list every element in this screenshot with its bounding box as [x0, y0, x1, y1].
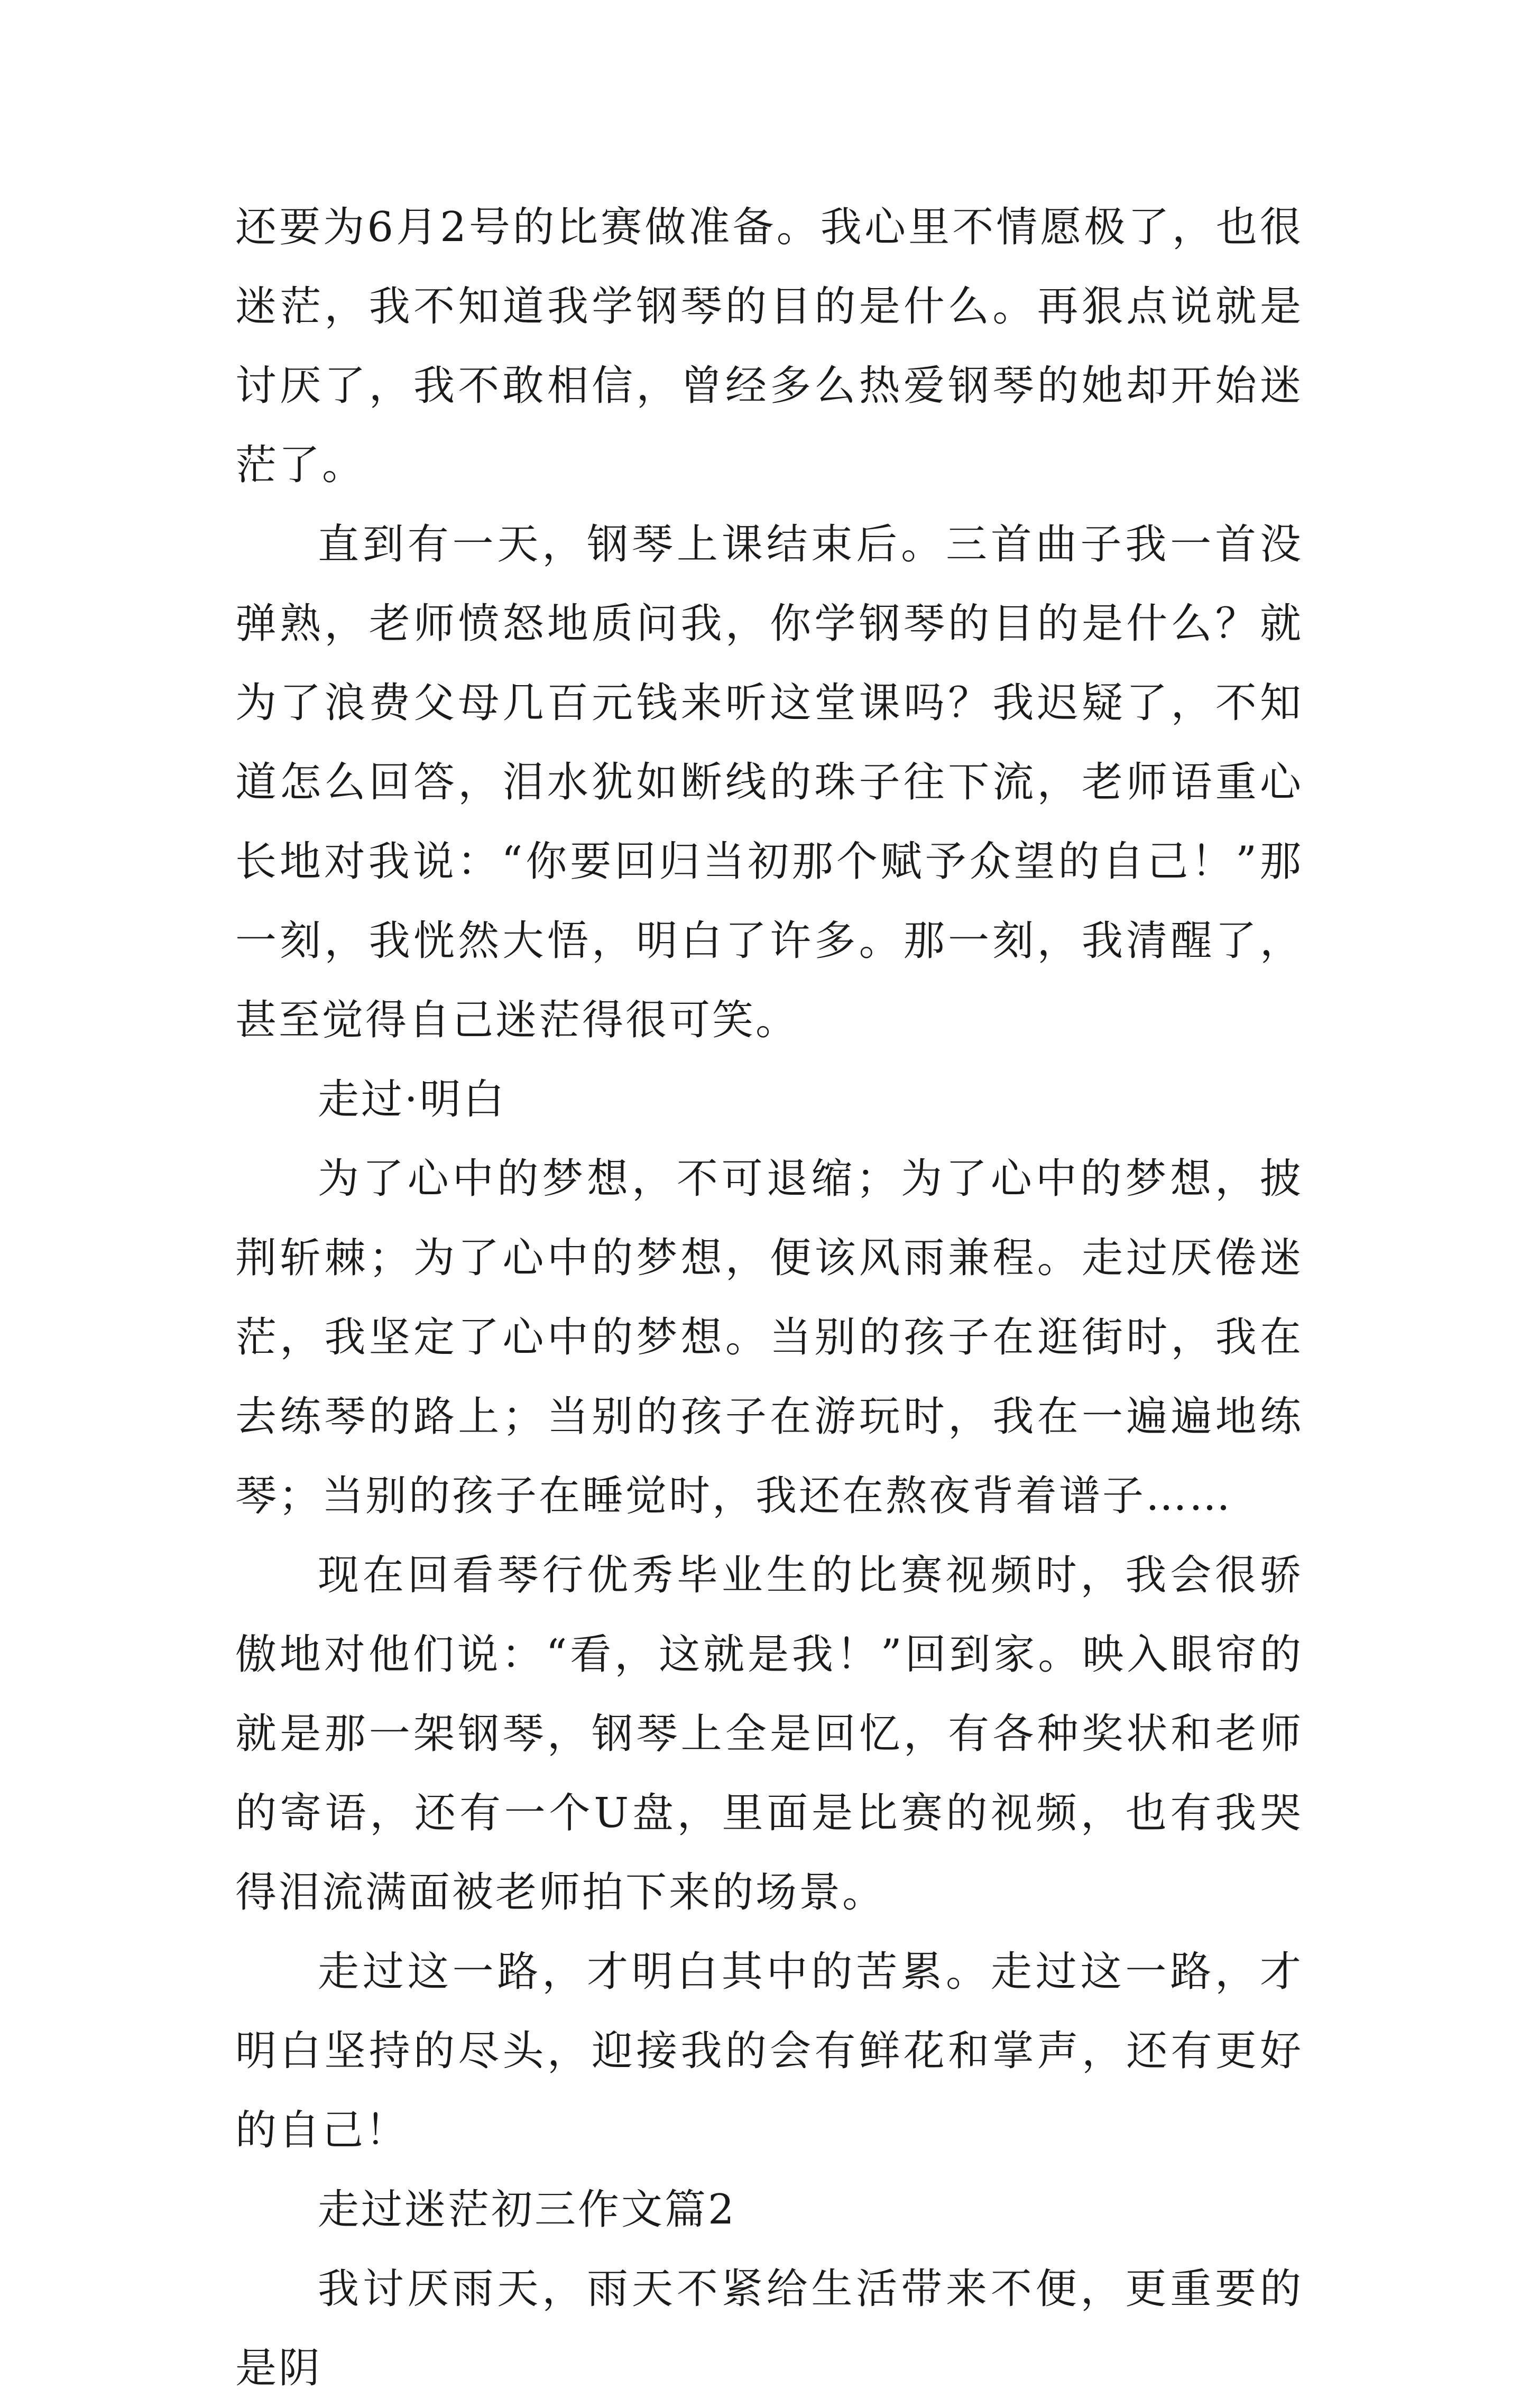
paragraph-2: 直到有一天，钢琴上课结束后。三首曲子我一首没弹熟，老师愤怒地质问我，你学钢琴的目的是什么？就为了浪费父母几百元钱来听这堂课吗？我迟疑了，不知道怎么回答，泪水犹如断线的珠子往下流，老师语重心长地对我说：“你要回归当初那个赋予众望的自己！”那一刻，我恍然大悟，明白了许多。那一刻，我清醒了，甚至觉得自己迷茫得很可笑。 [235, 521, 1303, 1044]
section-heading: 走过·明白 [318, 1076, 506, 1123]
paragraph-1: 还要为6月2号的比赛做准备。我心里不情愿极了，也很迷茫，我不知道我学钢琴的目的是什么。再狠点说就是讨厌了，我不敢相信，曾经多么热爱钢琴的她却开始迷茫了。 [235, 204, 1303, 489]
essay-title: 走过迷茫初三作文篇2 [318, 2186, 736, 2234]
paragraph-6: 我讨厌雨天，雨天不紧给生活带来不便，更重要的是阴 [235, 2265, 1303, 2392]
paragraph-4: 现在回看琴行优秀毕业生的比赛视频时，我会很骄傲地对他们说：“看，这就是我！”回到家。映入眼帘的就是那一架钢琴，钢琴上全是回忆，有各种奖状和老师的寄语，还有一个U盘，里面是比赛的视频，也有我哭得泪流满面被老师拍下来的场景。 [235, 1552, 1303, 1916]
paragraph-3: 为了心中的梦想，不可退缩；为了心中的梦想，披荆斩棘；为了心中的梦想，便该风雨兼程。走过厌倦迷茫，我坚定了心中的梦想。当别的孩子在逛街时，我在去练琴的路上；当别的孩子在游玩时，我在一遍遍地练琴；当别的孩子在睡觉时，我还在熬夜背着谱子…… [235, 1155, 1303, 1520]
document-body [235, 188, 1303, 2408]
paragraph-5: 走过这一路，才明白其中的苦累。走过这一路，才明白坚持的尽头，迎接我的会有鲜花和掌声，还有更好的自己！ [235, 1948, 1303, 2154]
